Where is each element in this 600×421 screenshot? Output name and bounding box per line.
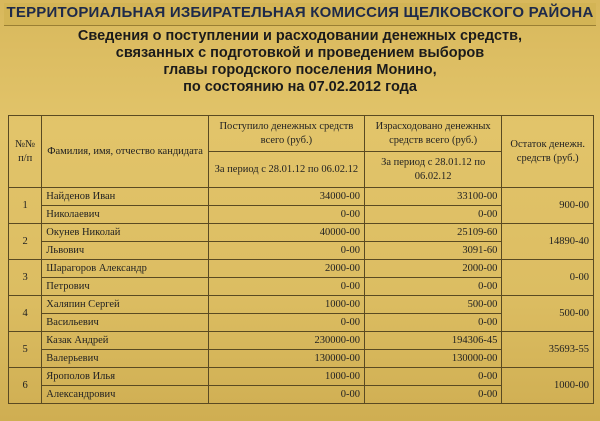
header-spent: Израсходовано денежных средств всего (руб.) <box>364 116 501 152</box>
balance: 35693-55 <box>502 332 594 368</box>
received-period: 130000-00 <box>208 350 364 368</box>
header-balance: Остаток денежн. средств (руб.) <box>502 116 594 188</box>
balance: 14890-40 <box>502 224 594 260</box>
candidate-name: Ярополов Илья <box>42 368 209 386</box>
header-name: Фамилия, имя, отчество кандидата <box>42 116 209 188</box>
spent-period: 0-00 <box>364 386 501 404</box>
candidate-patronymic: Петрович <box>42 278 209 296</box>
spent-period: 0-00 <box>364 314 501 332</box>
spent-total: 500-00 <box>364 296 501 314</box>
candidate-patronymic: Александрович <box>42 386 209 404</box>
received-total: 34000-00 <box>208 188 364 206</box>
spent-total: 25109-60 <box>364 224 501 242</box>
balance: 900-00 <box>502 188 594 224</box>
table-row <box>9 296 594 314</box>
title-line-3: главы городского поселения Монино, <box>163 62 437 78</box>
row-number: 2 <box>9 224 42 260</box>
header-received: Поступило денежных средств всего (руб.) <box>208 116 364 152</box>
spent-period: 3091-60 <box>364 242 501 260</box>
header-number: №№ п/п <box>9 116 42 188</box>
candidate-name: Казак Андрей <box>42 332 209 350</box>
row-number: 4 <box>9 296 42 332</box>
received-period: 0-00 <box>208 278 364 296</box>
table-row <box>9 188 594 206</box>
row-number: 1 <box>9 188 42 224</box>
table-row <box>9 332 594 350</box>
title-line-1: Сведения о поступлении и расходовании денежных средств, <box>77 28 523 44</box>
finance-table <box>8 115 594 404</box>
candidate-patronymic: Васильевич <box>42 314 209 332</box>
candidate-name: Шарагоров Александр <box>42 260 209 278</box>
balance: 1000-00 <box>502 368 594 404</box>
title-line-2: связанных с подготовкой и проведением выборов <box>115 45 485 61</box>
spent-total: 2000-00 <box>364 260 501 278</box>
title-line-4: по состоянию на 07.02.2012 года <box>183 79 417 95</box>
candidate-patronymic: Валерьевич <box>42 350 209 368</box>
candidate-patronymic: Николаевич <box>42 206 209 224</box>
candidate-name: Окунев Николай <box>42 224 209 242</box>
spent-total: 194306-45 <box>364 332 501 350</box>
received-period: 0-00 <box>208 206 364 224</box>
row-number: 6 <box>9 368 42 404</box>
row-number: 5 <box>9 332 42 368</box>
received-total: 2000-00 <box>208 260 364 278</box>
table-row <box>9 224 594 242</box>
spent-total: 0-00 <box>364 368 501 386</box>
candidate-name: Найденов Иван <box>42 188 209 206</box>
balance: 0-00 <box>502 260 594 296</box>
table-row <box>9 260 594 278</box>
received-total: 40000-00 <box>208 224 364 242</box>
received-total: 230000-00 <box>208 332 364 350</box>
organization-name: ТЕРРИТОРИАЛЬНАЯ ИЗБИРАТЕЛЬНАЯ КОМИССИЯ ЩЕЛКОВСКОГО РАЙОНА <box>6 4 594 21</box>
spent-total: 33100-00 <box>364 188 501 206</box>
received-total: 1000-00 <box>208 296 364 314</box>
balance: 500-00 <box>502 296 594 332</box>
table-row <box>9 368 594 386</box>
header-period-received: За период с 28.01.12 по 06.02.12 <box>208 152 364 188</box>
received-period: 0-00 <box>208 314 364 332</box>
row-number: 3 <box>9 260 42 296</box>
spent-period: 0-00 <box>364 278 501 296</box>
received-period: 0-00 <box>208 242 364 260</box>
candidate-name: Халяпин Сергей <box>42 296 209 314</box>
candidate-patronymic: Львович <box>42 242 209 260</box>
spent-period: 0-00 <box>364 206 501 224</box>
header-period-spent: За период с 28.01.12 по 06.02.12 <box>364 152 501 188</box>
spent-period: 130000-00 <box>364 350 501 368</box>
received-total: 1000-00 <box>208 368 364 386</box>
report-title <box>0 28 600 96</box>
received-period: 0-00 <box>208 386 364 404</box>
